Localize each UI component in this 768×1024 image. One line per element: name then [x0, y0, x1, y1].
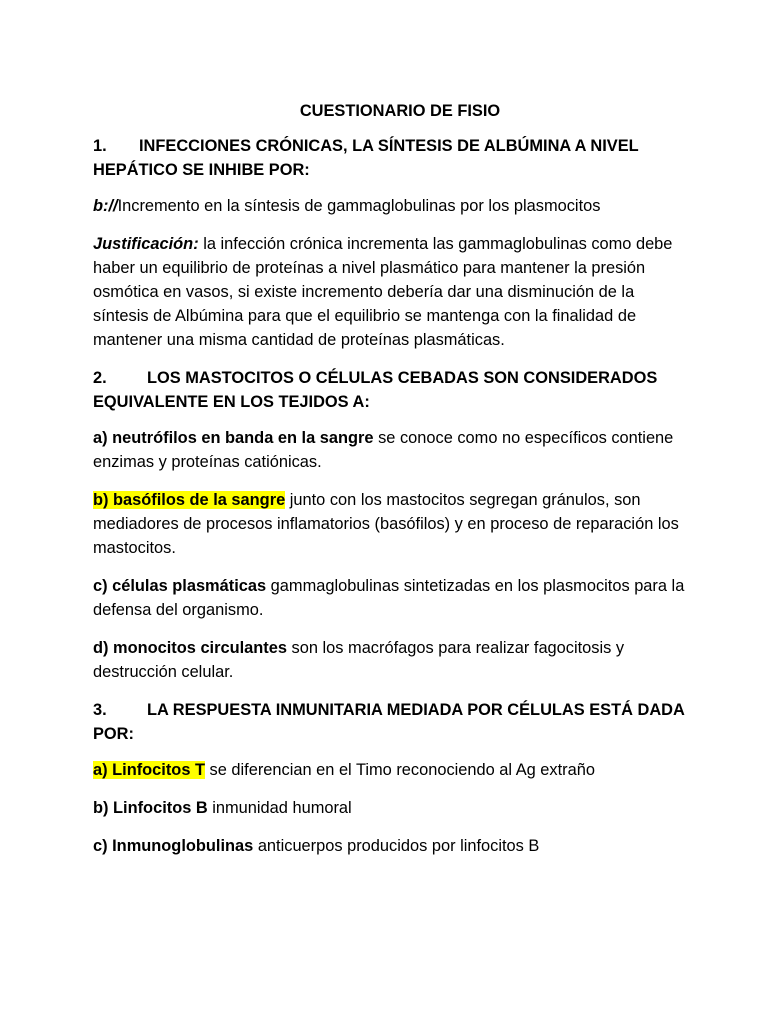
question-2-heading [93, 366, 693, 414]
question-2-option-b [93, 488, 693, 560]
option-text: inmunidad humoral [207, 799, 352, 817]
question-1-answer-prefix: b:// [93, 197, 118, 215]
question-1-answer [93, 194, 693, 218]
justification-label: Justificación: [93, 235, 199, 253]
question-2-number: 2. [93, 369, 107, 387]
question-2-option-d [93, 636, 693, 684]
question-3-text: LA RESPUESTA INMUNITARIA MEDIADA POR CÉLULAS ESTÁ DADA POR: [93, 701, 685, 743]
option-label: c) células plasmáticas [93, 577, 267, 595]
option-label-highlighted: a) Linfocitos T [93, 761, 205, 779]
question-2-option-c [93, 574, 693, 622]
option-text: anticuerpos producidos por linfocitos B [253, 837, 540, 855]
option-label: b) Linfocitos B [93, 799, 208, 817]
question-3-option-a [93, 758, 693, 782]
option-label-highlighted: b) basófilos de la sangre [93, 491, 286, 509]
option-text: junto con los mastocitos segregan gránulos, son mediadores de procesos inflamatorios (basófilos) y en proceso de reparación los mastocitos. [93, 491, 679, 557]
question-1-answer-text: Incremento en la síntesis de gammaglobulinas por los plasmocitos [117, 197, 601, 215]
question-1-justification [93, 232, 693, 352]
option-label: d) monocitos circulantes [93, 639, 287, 657]
option-label: a) neutrófilos en banda en la sangre [93, 429, 374, 447]
question-1-heading [93, 134, 693, 182]
question-1-text: INFECCIONES CRÓNICAS, LA SÍNTESIS DE ALBÚMINA A NIVEL HEPÁTICO SE INHIBE POR: [93, 137, 639, 179]
option-text: se conoce como no específicos contiene enzimas y proteínas catiónicas. [93, 429, 674, 471]
document-title: CUESTIONARIO DE FISIO [299, 102, 501, 120]
option-text: se diferencian en el Timo reconociendo al Ag extraño [205, 761, 595, 779]
question-3-number: 3. [93, 701, 107, 719]
option-text: gammaglobulinas sintetizadas en los plasmocitos para la defensa del organismo. [93, 577, 685, 619]
question-3-heading [93, 698, 693, 746]
question-3-option-c [93, 834, 693, 858]
justification-text: la infección crónica incrementa las gammaglobulinas como debe haber un equilibrio de proteínas a nivel plasmático para mantener la presión osmótica en vasos, si existe incremento debería dar una disminución de la síntesis de Albúmina para que el equilibrio se mantenga con la finalidad de mantener una misma cantidad de proteínas plasmáticas. [93, 235, 673, 349]
document-page [93, 99, 693, 872]
question-3-option-b [93, 796, 693, 820]
option-text: son los macrófagos para realizar fagocitosis y destrucción celular. [93, 639, 625, 681]
question-1-number: 1. [93, 137, 107, 155]
option-label: c) Inmunoglobulinas [93, 837, 254, 855]
question-2-text: LOS MASTOCITOS O CÉLULAS CEBADAS SON CONSIDERADOS EQUIVALENTE EN LOS TEJIDOS A: [93, 369, 658, 411]
question-2-option-a [93, 426, 693, 474]
